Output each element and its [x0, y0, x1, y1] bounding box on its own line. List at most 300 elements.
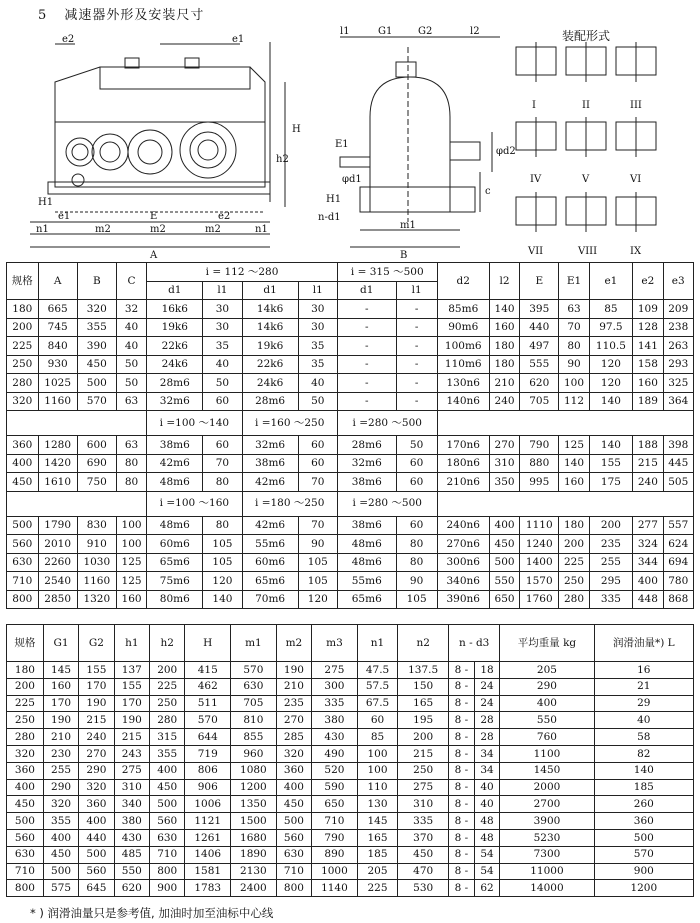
table-cell: 38m6	[147, 436, 203, 455]
table-cell: 80	[559, 337, 589, 356]
table-cell: 530	[398, 880, 449, 897]
table-cell: 1280	[38, 436, 77, 455]
table-cell: 450	[7, 796, 44, 813]
table-cell: 42m6	[242, 516, 298, 535]
ratio-range-label: i =100 ～140	[147, 411, 242, 436]
table-cell: 320	[77, 300, 116, 319]
label-A: A	[150, 250, 158, 258]
table-cell: 210	[489, 374, 519, 393]
col-l1-b: l1	[298, 281, 337, 300]
label-G1: G1	[378, 26, 393, 37]
table-cell: 90	[559, 355, 589, 374]
label-m2-1: m2	[95, 224, 111, 235]
table-cell: 511	[185, 695, 231, 712]
col-d2: d2	[437, 263, 489, 300]
table-cell: 830	[77, 516, 116, 535]
dimension-table-body	[7, 300, 694, 609]
table-cell: 710	[150, 846, 185, 863]
table-cell: 235	[589, 535, 633, 554]
table-cell: 100m6	[437, 337, 489, 356]
table-cell: 1110	[520, 516, 559, 535]
table-cell: 644	[185, 729, 231, 746]
label-phi-d1: φd1	[342, 174, 362, 185]
table-cell: 462	[185, 678, 231, 695]
table-cell: 175	[589, 473, 633, 492]
assembly-label-6: VI	[630, 174, 642, 185]
table-cell: 190	[79, 695, 114, 712]
table-cell: 155	[114, 678, 149, 695]
ratio-range-label: i =180 ～250	[242, 491, 337, 516]
table-cell: 105	[396, 590, 437, 609]
col-spec: 规格	[7, 263, 39, 300]
table-cell: 5230	[500, 829, 594, 846]
table-cell: 560	[7, 829, 44, 846]
table-cell: 340n6	[437, 572, 489, 591]
table-cell: 557	[663, 516, 693, 535]
col-h1: h1	[114, 625, 149, 662]
col-e3: e3	[663, 263, 693, 300]
table-cell: 32m6	[337, 454, 396, 473]
table-cell: -	[337, 392, 396, 411]
table-cell: 280	[7, 374, 39, 393]
assembly-label-9: IX	[630, 246, 642, 257]
table-cell: 60	[298, 436, 337, 455]
table-cell: 560	[150, 813, 185, 830]
label-n1-right: n1	[255, 224, 268, 235]
table-cell: 140	[594, 762, 693, 779]
table-cell: 225	[7, 695, 44, 712]
table-cell: 65m6	[147, 553, 203, 572]
label-n1-left: n1	[36, 224, 49, 235]
table-cell: 140	[559, 454, 589, 473]
table-cell: 360	[7, 762, 44, 779]
table-cell: 400	[276, 779, 311, 796]
table-row	[7, 880, 694, 897]
table-row	[7, 829, 694, 846]
table-cell: -	[337, 318, 396, 337]
table-cell: 209	[663, 300, 693, 319]
table-cell: 200	[150, 662, 185, 679]
table-cell: 22k6	[147, 337, 203, 356]
table-cell: 80	[203, 473, 242, 492]
table-cell: 650	[489, 590, 519, 609]
table-row	[7, 516, 694, 535]
table-cell: 1261	[185, 829, 231, 846]
table-cell: 155	[79, 662, 114, 679]
table-cell: 34	[474, 762, 499, 779]
table-cell: 210	[276, 678, 311, 695]
table-cell: -	[396, 392, 437, 411]
table-cell: -	[396, 374, 437, 393]
ratio-range-label: i =160 ～250	[242, 411, 337, 436]
table-cell: 550	[489, 572, 519, 591]
table-cell: 440	[520, 318, 559, 337]
table-cell: 195	[398, 712, 449, 729]
table-cell: 500	[7, 516, 39, 535]
table-cell: -	[396, 318, 437, 337]
table-cell: 1790	[38, 516, 77, 535]
table-cell: 48m6	[337, 553, 396, 572]
table-cell: 1121	[185, 813, 231, 830]
table-cell: 790	[312, 829, 358, 846]
col-C: C	[116, 263, 146, 300]
table-cell: 28	[474, 729, 499, 746]
table-cell: 1160	[38, 392, 77, 411]
table-cell: 570	[231, 662, 277, 679]
table-cell: 85	[589, 300, 633, 319]
col-m1: m1	[231, 625, 277, 662]
table-cell: 560	[7, 535, 39, 554]
table-cell: 280	[7, 729, 44, 746]
table-cell: 90m6	[437, 318, 489, 337]
table-cell: 360	[594, 813, 693, 830]
assembly-forms-title: 装配形式	[562, 29, 611, 43]
table-cell: 215	[114, 729, 149, 746]
table-cell: 100	[357, 762, 398, 779]
table-row	[7, 572, 694, 591]
table-cell: 335	[312, 695, 358, 712]
table-cell: 315	[150, 729, 185, 746]
table-cell: 450	[7, 473, 39, 492]
col-E: E	[520, 263, 559, 300]
table-row	[7, 678, 694, 695]
table-cell: 485	[114, 846, 149, 863]
table-cell: 180	[489, 337, 519, 356]
assembly-label-7: VII	[528, 246, 544, 257]
table-cell: 120	[589, 355, 633, 374]
table-cell: 48	[474, 813, 499, 830]
table-cell: 165	[398, 695, 449, 712]
table-cell: 60	[396, 473, 437, 492]
table-cell: 80	[396, 535, 437, 554]
ratio-range-label: i =280 ～500	[337, 411, 437, 436]
table-cell: 520	[312, 762, 358, 779]
table-cell: 67.5	[357, 695, 398, 712]
assembly-forms	[516, 42, 656, 232]
table-row	[7, 436, 694, 455]
table-cell: 50	[203, 374, 242, 393]
table-cell: 2540	[38, 572, 77, 591]
table-cell: 719	[185, 745, 231, 762]
label-l2: l2	[470, 26, 480, 37]
table-cell: 63	[116, 436, 146, 455]
table-cell: 170	[114, 695, 149, 712]
table-cell: 180n6	[437, 454, 489, 473]
table-cell: 400	[633, 572, 663, 591]
label-m2-3: m2	[205, 224, 221, 235]
table-cell: 243	[114, 745, 149, 762]
label-e2: e2	[62, 34, 75, 45]
table-cell: 800	[150, 863, 185, 880]
table-cell: 8 -	[449, 729, 475, 746]
table-cell: 355	[150, 745, 185, 762]
section-number: 5	[38, 8, 47, 23]
col-spec-2: 规格	[7, 625, 44, 662]
table-cell: 65m6	[242, 572, 298, 591]
table-cell: 240	[489, 392, 519, 411]
table-cell: 60	[203, 392, 242, 411]
weight-table	[6, 624, 694, 897]
table-cell: 100	[559, 374, 589, 393]
table-cell: 8 -	[449, 762, 475, 779]
table-cell: 140	[589, 392, 633, 411]
table-cell: 440	[79, 829, 114, 846]
table-cell: 189	[633, 392, 663, 411]
table-cell: 760	[500, 729, 594, 746]
table-cell: 255	[589, 553, 633, 572]
table-cell: 50	[116, 355, 146, 374]
table-cell: 930	[38, 355, 77, 374]
table-cell: 320	[276, 745, 311, 762]
table-row	[7, 712, 694, 729]
table-cell: 190	[43, 712, 78, 729]
table-cell: 500	[276, 813, 311, 830]
label-B: B	[400, 250, 408, 258]
table-cell: 28m6	[242, 392, 298, 411]
table-cell: 1000	[312, 863, 358, 880]
table-cell: -	[396, 355, 437, 374]
table-cell: 160	[633, 374, 663, 393]
table-cell: 100	[116, 535, 146, 554]
table-cell: 40	[116, 318, 146, 337]
table-cell: 200	[7, 318, 39, 337]
table-cell: 2700	[500, 796, 594, 813]
ratio-range-label: i =280 ～500	[337, 491, 437, 516]
table-cell: 8 -	[449, 796, 475, 813]
table-cell: 1240	[520, 535, 559, 554]
table-cell: 855	[231, 729, 277, 746]
table-cell: 340	[114, 796, 149, 813]
section-title-text: 减速器外形及安装尺寸	[64, 8, 205, 23]
table-cell: 238	[663, 318, 693, 337]
col-n2: n2	[398, 625, 449, 662]
table-cell: 75m6	[147, 572, 203, 591]
table-cell: 60	[203, 436, 242, 455]
col-h2: h2	[150, 625, 185, 662]
table-cell: 170	[43, 695, 78, 712]
label-m2-2: m2	[150, 224, 166, 235]
table-row	[7, 553, 694, 572]
col-oil: 润滑油量*) L	[594, 625, 693, 662]
table-cell: -	[337, 337, 396, 356]
table-cell: 120	[203, 572, 242, 591]
col-l1-a: l1	[203, 281, 242, 300]
table-cell: 188	[633, 436, 663, 455]
table-cell: 810	[231, 712, 277, 729]
table-cell: 1140	[312, 880, 358, 897]
table-cell: 190	[114, 712, 149, 729]
table-cell: 275	[114, 762, 149, 779]
table-cell: 355	[77, 318, 116, 337]
dimension-table	[6, 262, 694, 609]
table-cell: 360	[7, 436, 39, 455]
col-A: A	[38, 263, 77, 300]
table-cell: 868	[663, 590, 693, 609]
table-cell: 400	[489, 516, 519, 535]
table-cell: 48m6	[337, 535, 396, 554]
ratio-row-spacer	[437, 491, 693, 516]
table-row	[7, 374, 694, 393]
table-cell: 290	[43, 779, 78, 796]
table-cell: 60	[396, 516, 437, 535]
table-cell: 277	[633, 516, 663, 535]
table-cell: 54	[474, 863, 499, 880]
table-cell: 50	[116, 374, 146, 393]
table-cell: 310	[489, 454, 519, 473]
table-cell: 500	[79, 846, 114, 863]
table-cell: 665	[38, 300, 77, 319]
table-cell: 395	[520, 300, 559, 319]
table-cell: 140	[489, 300, 519, 319]
table-cell: 105	[298, 572, 337, 591]
table-row	[7, 762, 694, 779]
table-cell: 85	[357, 729, 398, 746]
table-cell: 295	[589, 572, 633, 591]
table-cell: 705	[520, 392, 559, 411]
table-cell: 1890	[231, 846, 277, 863]
table-cell: 270	[276, 712, 311, 729]
table-cell: 1406	[185, 846, 231, 863]
table-cell: 50	[298, 392, 337, 411]
table-cell: 19k6	[242, 337, 298, 356]
table-cell: 200	[559, 535, 589, 554]
table-cell: 24	[474, 678, 499, 695]
table-cell: 320	[7, 392, 39, 411]
table-cell: 205	[500, 662, 594, 679]
table-cell: 280	[150, 712, 185, 729]
table-cell: 47.5	[357, 662, 398, 679]
table-cell: 215	[398, 745, 449, 762]
table-cell: 1320	[77, 590, 116, 609]
col-m3: m3	[312, 625, 358, 662]
table-cell: 1680	[231, 829, 277, 846]
table-cell: 125	[116, 572, 146, 591]
table-cell: 1500	[231, 813, 277, 830]
table-cell: 710	[312, 813, 358, 830]
table-cell: 1581	[185, 863, 231, 880]
table-cell: 290	[79, 762, 114, 779]
table-cell: 145	[43, 662, 78, 679]
table-cell: 350	[489, 473, 519, 492]
table-cell: 90	[298, 535, 337, 554]
table-cell: 109	[633, 300, 663, 319]
table-cell: 255	[43, 762, 78, 779]
table-cell: 505	[663, 473, 693, 492]
table-cell: 80	[396, 553, 437, 572]
table-cell: 63	[559, 300, 589, 319]
table-cell: 448	[633, 590, 663, 609]
table-cell: 630	[7, 846, 44, 863]
table-cell: 80	[203, 516, 242, 535]
table-cell: 70	[203, 454, 242, 473]
table-cell: 80	[116, 473, 146, 492]
table-cell: 270	[79, 745, 114, 762]
table-cell: 112	[559, 392, 589, 411]
table-row	[7, 695, 694, 712]
table-cell: 1160	[77, 572, 116, 591]
col-n-d3: n - d3	[449, 625, 500, 662]
table-cell: 2130	[231, 863, 277, 880]
table-cell: 650	[312, 796, 358, 813]
table-cell: 105	[203, 553, 242, 572]
table-cell: 48	[474, 829, 499, 846]
table-cell: 28m6	[337, 436, 396, 455]
col-e1: e1	[589, 263, 633, 300]
table-cell: 140	[589, 436, 633, 455]
table-cell: 910	[77, 535, 116, 554]
table-row	[7, 337, 694, 356]
table-cell: 24	[474, 695, 499, 712]
table-cell: 300	[312, 678, 358, 695]
table-cell: 500	[77, 374, 116, 393]
table-cell: 555	[520, 355, 559, 374]
col-m2: m2	[276, 625, 311, 662]
table-cell: 110	[357, 779, 398, 796]
table-cell: 125	[559, 436, 589, 455]
table-cell: 180	[559, 516, 589, 535]
table-cell: 170	[79, 678, 114, 695]
table-cell: 380	[312, 712, 358, 729]
table-cell: 570	[185, 712, 231, 729]
table-cell: 225	[7, 337, 39, 356]
table-cell: 38m6	[337, 473, 396, 492]
table-cell: 560	[276, 829, 311, 846]
table-cell: 40	[474, 779, 499, 796]
table-cell: 430	[312, 729, 358, 746]
col-B: B	[77, 263, 116, 300]
col-n1: n1	[357, 625, 398, 662]
table-cell: 470	[398, 863, 449, 880]
table-cell: 225	[150, 678, 185, 695]
table-cell: 450	[77, 355, 116, 374]
table-cell: 34	[474, 745, 499, 762]
table-cell: 60	[396, 454, 437, 473]
table-cell: 745	[38, 318, 77, 337]
table-cell: 960	[231, 745, 277, 762]
table-cell: 14k6	[242, 318, 298, 337]
ratio-range-label: i =100 ～160	[147, 491, 242, 516]
col-weight: 平均重量 kg	[500, 625, 594, 662]
table-cell: 620	[520, 374, 559, 393]
table-cell: 235	[276, 695, 311, 712]
assembly-label-8: VIII	[578, 246, 598, 257]
table-cell: 57.5	[357, 678, 398, 695]
table-cell: 450	[489, 535, 519, 554]
table-cell: 110m6	[437, 355, 489, 374]
col-G2: G2	[79, 625, 114, 662]
table-cell: 260	[594, 796, 693, 813]
table-cell: 30	[298, 318, 337, 337]
table-row	[7, 392, 694, 411]
table-cell: 2400	[231, 880, 277, 897]
table-cell: 141	[633, 337, 663, 356]
table-cell: 60m6	[147, 535, 203, 554]
table-cell: 1783	[185, 880, 231, 897]
table-cell: 364	[663, 392, 693, 411]
table-cell: 2850	[38, 590, 77, 609]
table-cell: 105	[203, 535, 242, 554]
table-cell: 600	[77, 436, 116, 455]
label-e1-bottom: e1	[58, 211, 71, 222]
table-cell: 240	[633, 473, 663, 492]
table-cell: 210	[43, 729, 78, 746]
table-row	[7, 745, 694, 762]
table-cell: 293	[663, 355, 693, 374]
table-cell: 30	[203, 318, 242, 337]
table-cell: 30	[298, 300, 337, 319]
col-E1: E1	[559, 263, 589, 300]
table-cell: 54	[474, 846, 499, 863]
